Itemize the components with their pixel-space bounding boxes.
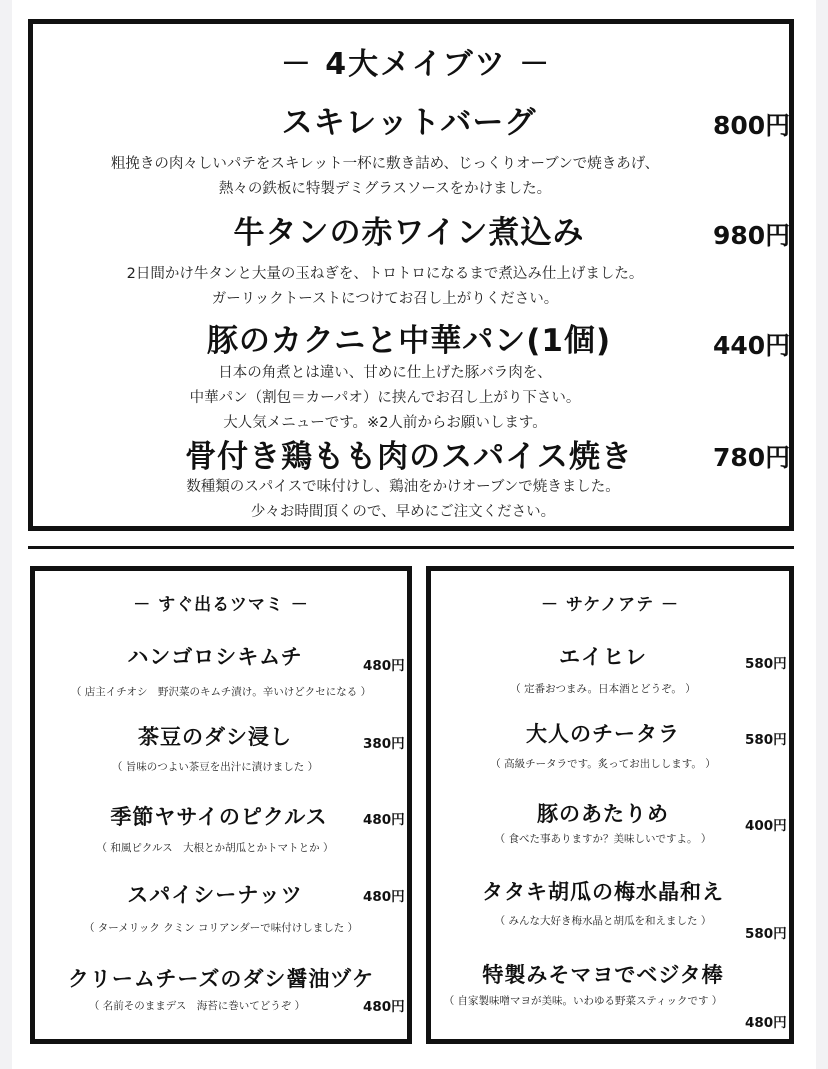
snack-price: 480円 [363, 889, 405, 905]
dish-description: 2日間かけ牛タンと大量の玉ねぎを、トロトロになるまで煮込み仕上げました。 ガーリックトーストにつけてお召し上がりください。 [126, 266, 644, 307]
snack-name: 季節ヤサイのピクルス [110, 805, 328, 829]
snack-price: 400円 [745, 818, 787, 834]
snack-name: 茶豆のダシ浸し [138, 725, 292, 749]
snack-name: ハンゴロシキムチ [127, 645, 303, 669]
snack-note: （ ターメリック クミン コリアンダーで味付けしました ） [83, 922, 359, 934]
dish-description: 数種類のスパイスで味付けし、鶏油をかけオーブンで焼きました。 少々お時間頂くので、早めにご注文ください。 [186, 479, 620, 520]
drinking-snacks-heading: － サケノアテ － [541, 595, 679, 615]
snack-name: 豚のあたりめ [537, 802, 669, 826]
snack-note: （ 店主イチオシ 野沢菜のキムチ漬け。辛いけどクセになる ） [70, 686, 372, 698]
snack-name: 特製みそマヨでベジタ棒 [482, 963, 724, 987]
snack-name: エイヒレ [559, 645, 647, 669]
snack-name: クリームチーズのダシ醤油ヅケ [67, 967, 375, 991]
snack-name: 大人のチータラ [526, 722, 680, 746]
featured-dishes-panel [28, 19, 794, 531]
snack-price: 580円 [745, 926, 787, 942]
quick-snacks-panel [30, 566, 412, 1044]
section-divider [28, 546, 794, 549]
dish-name: 骨付き鶏もも肉のスパイス焼き [185, 439, 633, 475]
dish-description: 粗挽きの肉々しいパテをスキレット一杯に敷き詰め、じっくりオーブンで焼きあげ、 熱々の鉄板に特製デミグラスソースをかけました。 [110, 156, 660, 197]
dish-price: 980円 [713, 221, 791, 250]
snack-price: 480円 [363, 658, 405, 674]
snack-note: （ 自家製味噌マヨが美味。いわゆる野菜スティックです ） [443, 995, 723, 1007]
dish-name: 牛タンの赤ワイン煮込み [233, 215, 585, 251]
quick-snacks-heading: － すぐ出るツマミ － [133, 595, 309, 615]
dish-price: 800円 [713, 111, 791, 140]
dish-price: 780円 [713, 443, 791, 472]
snack-name: スパイシーナッツ [127, 883, 303, 907]
snack-note: （ 高級チータラです。炙ってお出しします。 ） [490, 758, 716, 770]
dish-description: 日本の角煮とは違い、甘めに仕上げた豚バラ肉を、 中華パン（割包＝カーパオ）に挟んでお召し上がり下さい。 大人気メニューです。※2人前からお願いします。 [189, 365, 581, 431]
snack-price: 480円 [363, 812, 405, 828]
dish-name: スキレットバーグ [281, 105, 537, 141]
snack-name: タタキ胡瓜の梅水晶和え [482, 880, 724, 904]
snack-price: 580円 [745, 656, 787, 672]
snack-price: 380円 [363, 736, 405, 752]
drinking-snacks-panel [426, 566, 794, 1044]
snack-price: 480円 [363, 999, 405, 1015]
snack-price: 580円 [745, 732, 787, 748]
featured-heading: － 4大メイブツ － [280, 47, 552, 82]
dish-price: 440円 [713, 331, 791, 360]
snack-note: （ 名前そのままデス 海苔に巻いてどうぞ ） [88, 1000, 306, 1012]
snack-note: （ 和風ピクルス 大根とか胡瓜とかトマトとか ） [96, 842, 334, 854]
snack-price: 480円 [745, 1015, 787, 1031]
dish-name: 豚のカクニと中華パン(1個) [206, 323, 612, 359]
snack-note: （ 食べた事ありますか？美味しいですよ。 ） [494, 833, 712, 845]
snack-note: （ みんな大好き梅水晶と胡瓜を和えました ） [494, 915, 712, 927]
snack-note: （ 定番おつまみ。日本酒とどうぞ。 ） [510, 683, 696, 695]
snack-note: （ 旨味のつよい茶豆を出汁に漬けました ） [111, 761, 319, 773]
